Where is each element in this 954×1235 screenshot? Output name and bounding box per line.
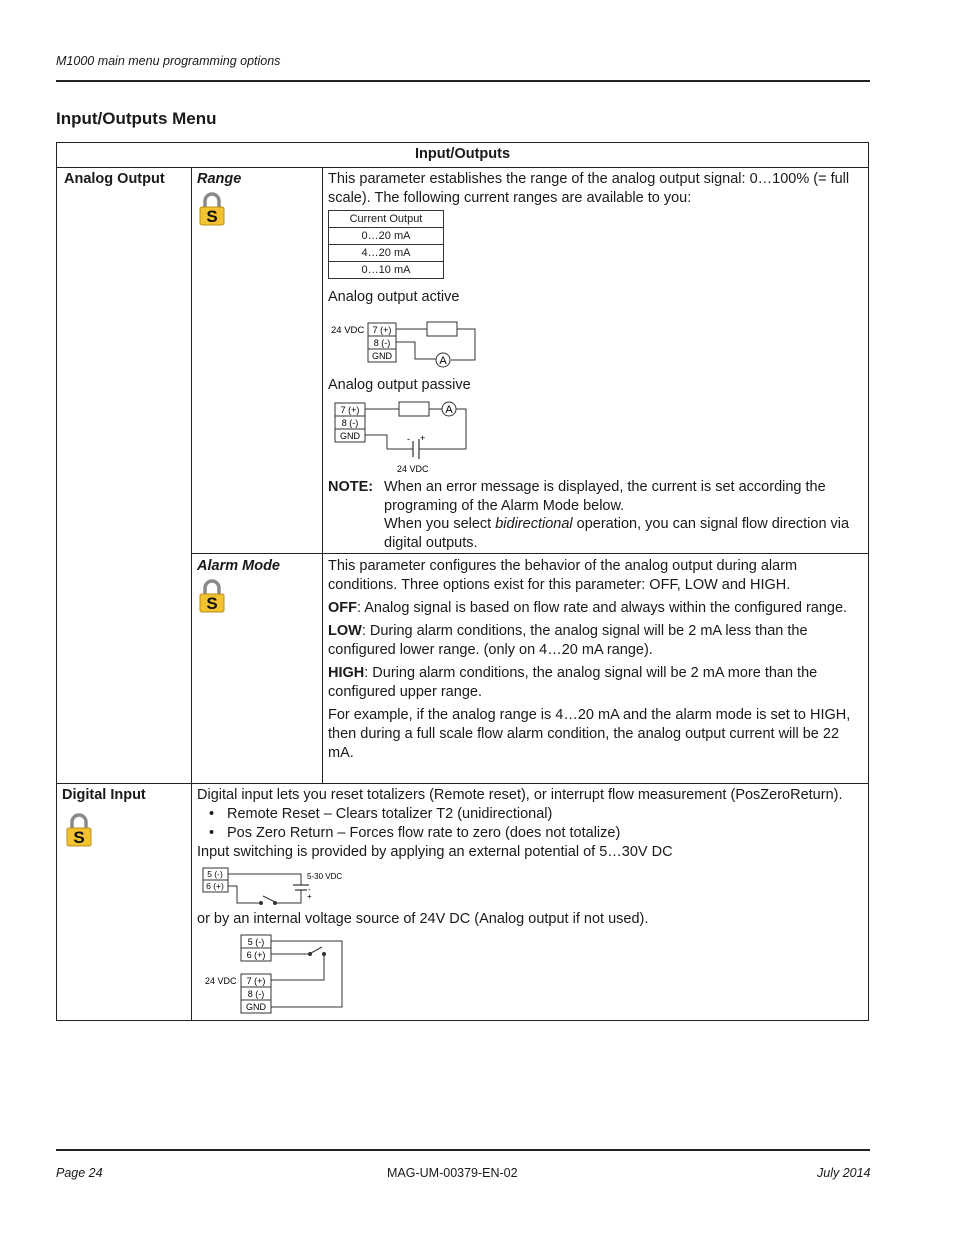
ext-battery-minus: -	[308, 885, 311, 894]
int-terminal-8: 8 (-)	[247, 989, 265, 999]
lock-letter: S	[206, 207, 218, 226]
range-value-0-20: 0…20 mA	[329, 228, 444, 245]
alarm-low-text: : During alarm conditions, the analog signal will be 2 mA less than the configured lower range. (only on 4…20 mA range).	[328, 623, 808, 658]
list-item: • Pos Zero Return – Forces flow rate to zero (does not totalize)	[227, 824, 865, 843]
security-lock-icon	[197, 578, 227, 614]
alarm-example: For example, if the analog range is 4…20 mA and the alarm mode is set to HIGH, then during a full scale flow alarm condition, the analog output current will be 22 mA.	[328, 707, 851, 761]
footer-rule	[56, 1149, 870, 1151]
alarm-off-label: OFF	[328, 600, 357, 616]
range-value-0-10: 0…10 mA	[329, 262, 444, 279]
active-supply-label: 24 VDC	[331, 325, 365, 336]
row-divider-range-alarm	[191, 553, 868, 554]
analog-output-label: Analog Output	[64, 171, 165, 187]
analog-active-caption: Analog output active	[328, 289, 460, 305]
passive-terminal-8: 8 (-)	[341, 418, 359, 428]
digital-input-label: Digital Input	[62, 787, 146, 803]
alarm-high-option	[328, 664, 863, 702]
alarm-mode-label: Alarm Mode	[197, 558, 280, 574]
range-label: Range	[197, 171, 242, 187]
int-switch-symbol	[311, 947, 322, 953]
ext-switch-symbol	[263, 896, 275, 902]
passive-battery-minus: -	[407, 434, 410, 444]
digital-input-switching-text: Input switching is provided by applying an external potential of 5…30V DC	[197, 844, 673, 860]
active-terminal-8: 8 (-)	[373, 338, 391, 348]
current-range-table	[328, 210, 444, 279]
list-item: • Remote Reset – Clears totalizer T2 (unidirectional)	[227, 805, 865, 824]
digital-input-content	[197, 786, 865, 862]
analog-passive-wiring-diagram	[327, 399, 477, 479]
alarm-low-option	[328, 622, 863, 660]
header-rule	[56, 80, 870, 82]
security-lock-icon	[64, 812, 94, 848]
int-terminal-gnd: GND	[246, 1002, 266, 1012]
passive-terminal-7: 7 (+)	[340, 405, 360, 415]
int-terminal-5: 5 (-)	[247, 937, 265, 947]
footer-date: July 2014	[817, 1166, 871, 1180]
lock-letter: S	[206, 594, 218, 613]
col-divider-1	[191, 167, 192, 1020]
int-terminal-6: 6 (+)	[246, 950, 266, 960]
col-divider-2	[322, 167, 323, 783]
passive-terminal-gnd: GND	[340, 431, 360, 441]
alarm-mode-description: This parameter configures the behavior of the analog output during alarm conditions. Three options exist for this parameter: OFF, LOW and HIGH.	[328, 558, 798, 593]
active-ammeter-label: A	[439, 355, 447, 367]
note-label: NOTE:	[328, 479, 374, 495]
analog-active-wiring-diagram	[327, 318, 487, 370]
footer-page-number: Page 24	[56, 1166, 103, 1180]
digital-input-internal-text: or by an internal voltage source of 24V DC (Analog output if not used).	[197, 911, 649, 927]
alarm-low-label: LOW	[328, 623, 362, 639]
note-2-prefix: When you select	[384, 516, 496, 532]
security-lock-icon	[197, 191, 227, 227]
ext-supply-label: 5-30 VDC	[307, 872, 343, 881]
passive-battery-plus: +	[420, 433, 426, 443]
ext-terminal-6: 6 (+)	[206, 881, 224, 891]
passive-load-resistor	[399, 402, 429, 416]
range-value-4-20: 4…20 mA	[329, 245, 444, 262]
note-text-2	[384, 515, 864, 553]
alarm-high-text: : During alarm conditions, the analog signal will be 2 mA more than the configured upper range.	[328, 665, 818, 700]
input-outputs-table	[56, 142, 869, 1021]
ext-battery-plus: +	[307, 892, 312, 901]
row-divider-digital	[57, 783, 868, 784]
passive-supply-label: 24 VDC	[397, 464, 429, 474]
section-title: Input/Outputs Menu	[56, 109, 217, 128]
active-terminal-7: 7 (+)	[372, 325, 392, 335]
digital-input-internal-wiring-diagram	[197, 932, 357, 1014]
analog-passive-caption: Analog output passive	[328, 377, 471, 393]
passive-ammeter-label: A	[445, 404, 453, 416]
int-supply-label: 24 VDC	[205, 976, 237, 986]
alarm-high-label: HIGH	[328, 665, 365, 681]
lock-letter: S	[73, 828, 85, 847]
active-terminal-gnd: GND	[372, 351, 392, 361]
digital-input-bullets	[197, 805, 865, 843]
running-header: M1000 main menu programming options	[56, 54, 281, 68]
note-2-emphasis: bidirectional	[495, 516, 573, 532]
footer-document-id: MAG-UM-00379-EN-02	[387, 1166, 518, 1180]
note-2-suffix: operation, you can signal flow direction via digital outputs.	[384, 516, 850, 551]
range-description: This parameter establishes the range of the analog output signal: 0…100% (= full scale). The following current ranges are available to you:	[328, 171, 850, 206]
int-terminal-7: 7 (+)	[246, 976, 266, 986]
alarm-off-text: : Analog signal is based on flow rate and always within the configured range.	[357, 600, 848, 616]
range-table-header: Current Output	[329, 211, 444, 228]
active-load-resistor	[427, 322, 457, 336]
table-header-divider	[57, 167, 868, 168]
table-title: Input/Outputs	[414, 146, 511, 162]
note-text-1: When an error message is displayed, the current is set according the programing of the Alarm Mode below.	[384, 479, 826, 514]
digital-input-description: Digital input lets you reset totalizers (Remote reset), or interrupt flow measurement (PosZeroReturn).	[197, 787, 843, 803]
ext-terminal-5: 5 (-)	[207, 869, 223, 879]
digital-input-external-wiring-diagram	[197, 865, 357, 910]
alarm-off-option	[328, 599, 863, 618]
